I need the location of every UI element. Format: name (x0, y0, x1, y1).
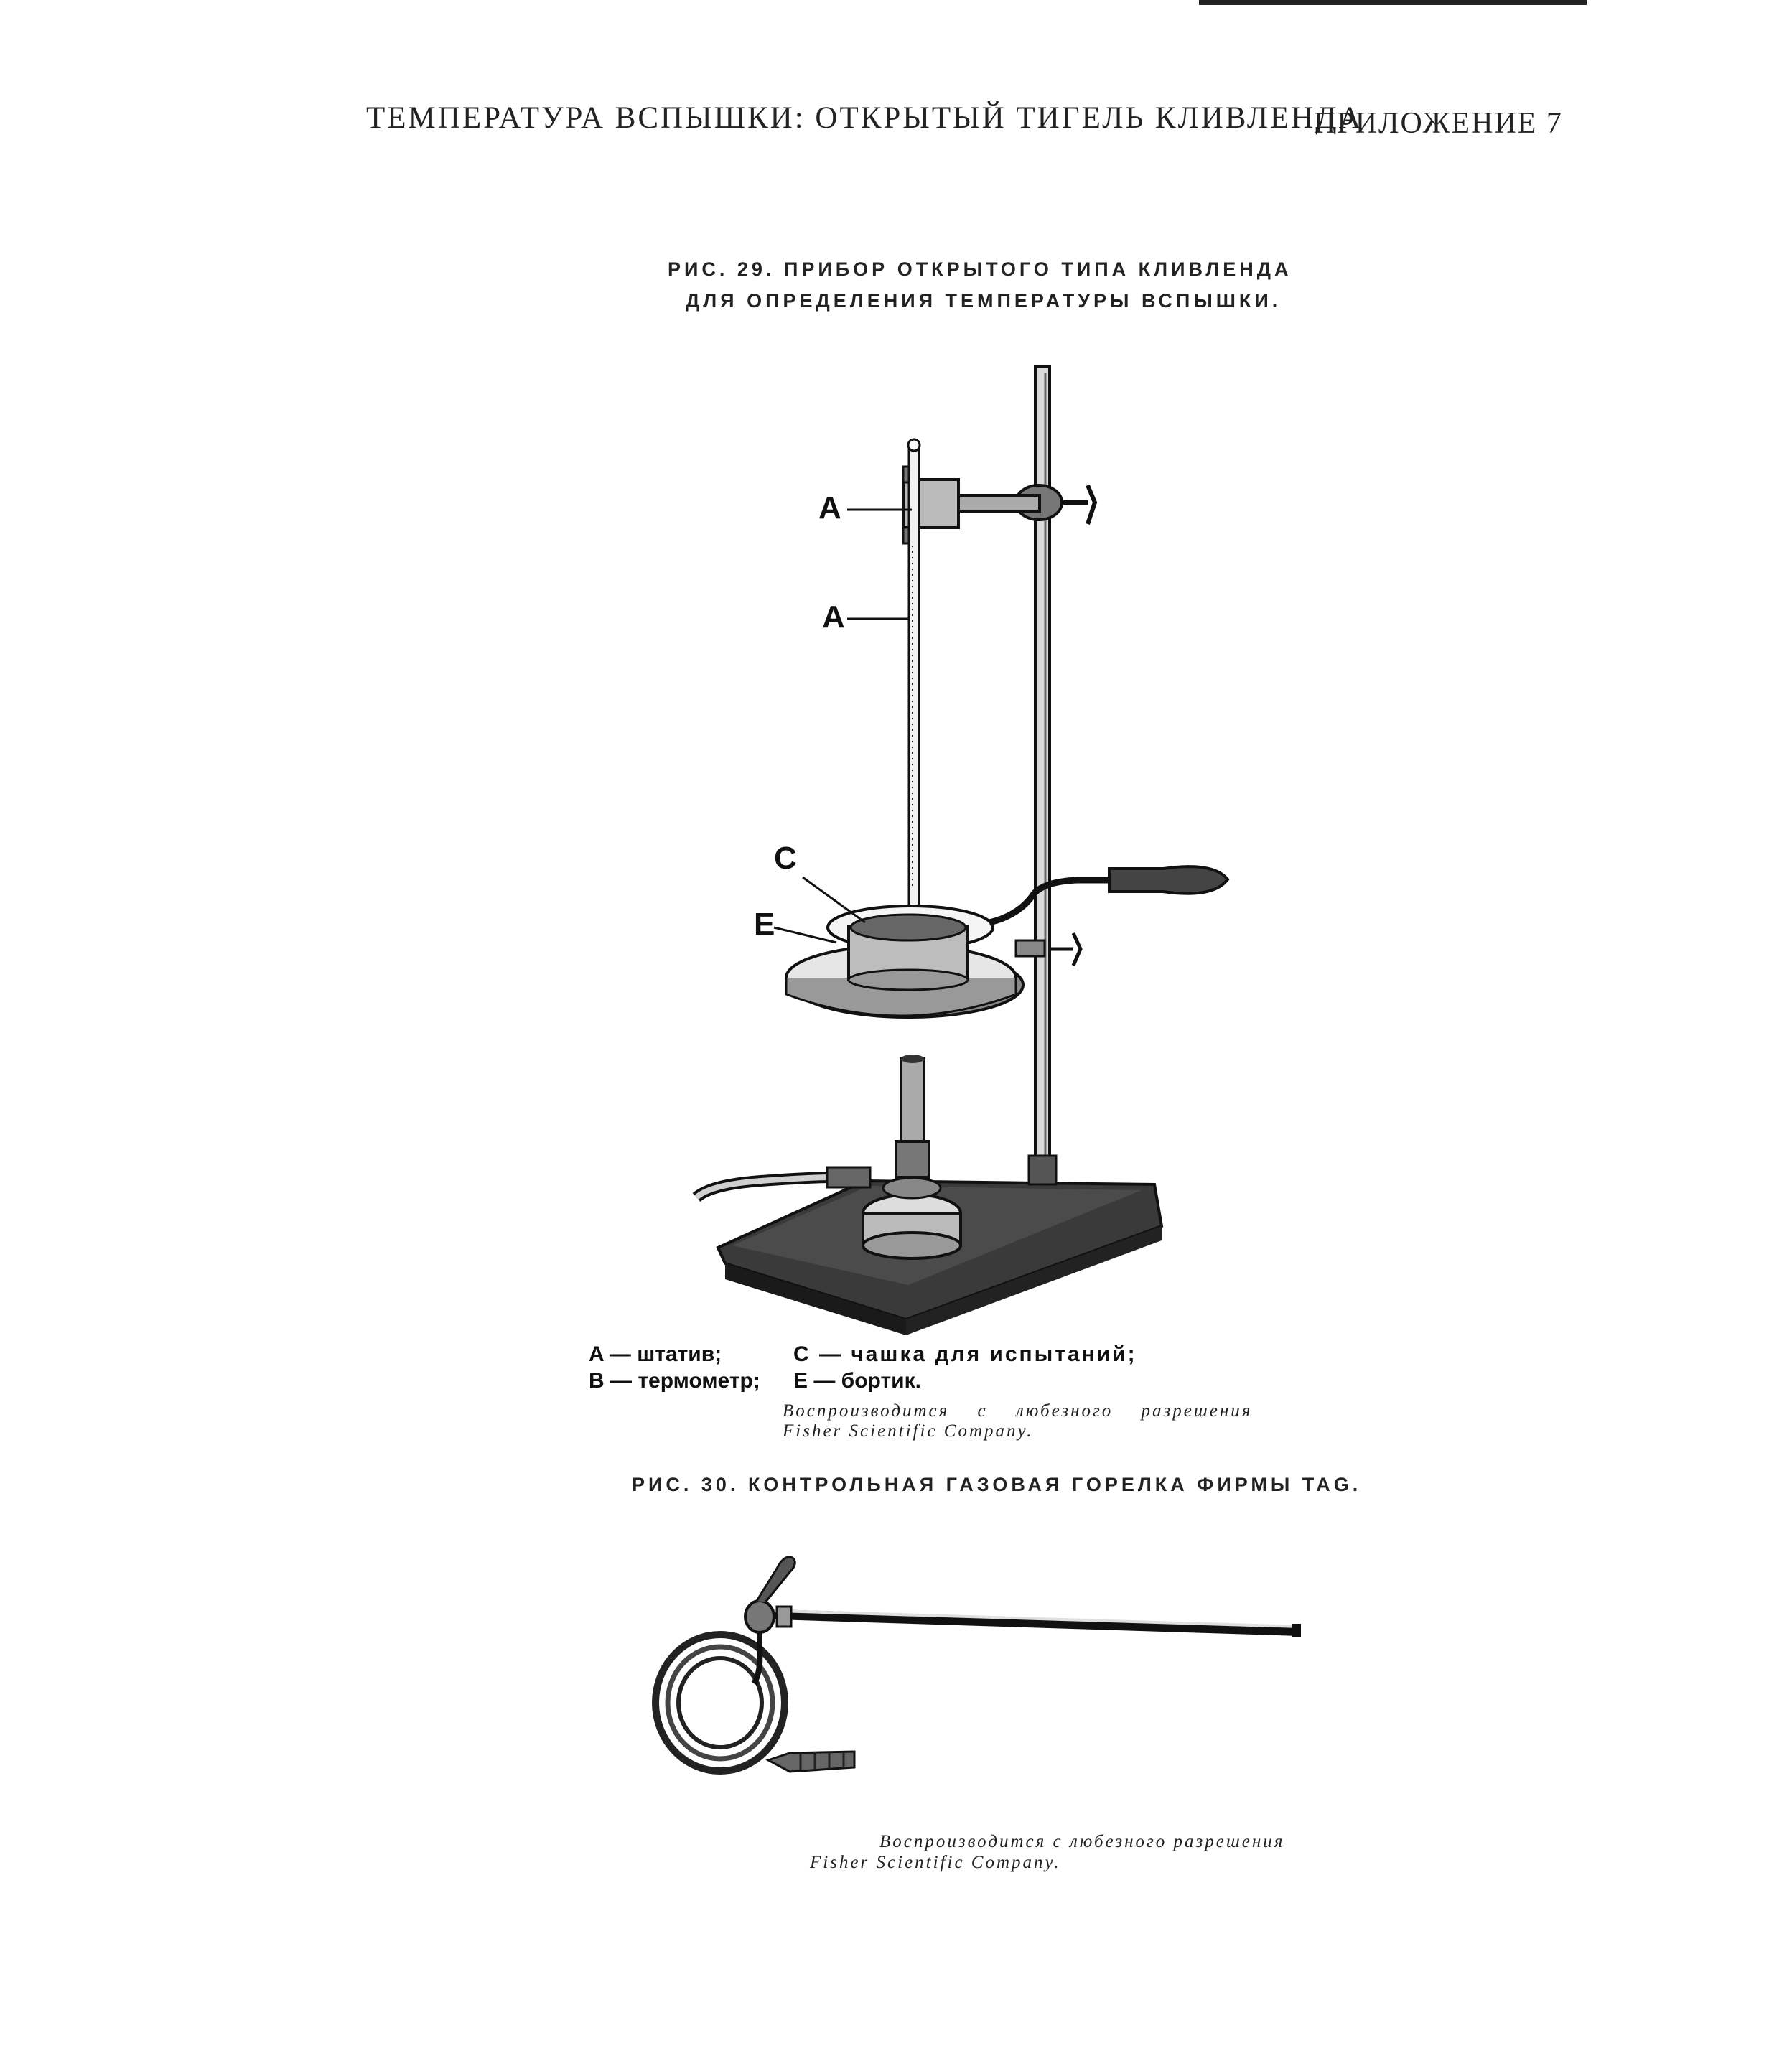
legend-a: A — штатив; (589, 1342, 722, 1366)
figure-29-caption-line1: РИС. 29. ПРИБОР ОТКРЫТОГО ТИПА КЛИВЛЕНДА (668, 258, 1292, 280)
callout-c: C (774, 841, 797, 876)
running-title: ТЕМПЕРАТУРА ВСПЫШКИ: ОТКРЫТЫЙ ТИГЕЛЬ КЛИВЛЕНДА (366, 101, 1363, 135)
figure-30-credit-line2: Fisher Scientific Company. (810, 1853, 1061, 1872)
legend-e: E — бортик. (793, 1369, 921, 1393)
figure-29-cleveland-apparatus (696, 366, 1228, 1335)
callout-a-clamp: A (818, 490, 841, 525)
callout-e: E (754, 907, 775, 942)
valve (745, 1601, 774, 1632)
legend-b: B — термометр; (589, 1369, 760, 1393)
thermometer (909, 449, 919, 908)
appendix-label: ПРИЛОЖЕНИЕ 7 (1314, 107, 1563, 140)
figure-29-caption-line2: ДЛЯ ОПРЕДЕЛЕНИЯ ТЕМПЕРАТУРЫ ВСПЫШКИ. (686, 290, 1282, 312)
figure-29-credit-line2: Fisher Scientific Company. (783, 1421, 1034, 1441)
figure-30-credit-line1: Воспроизводится с любезного разрешения (879, 1832, 1285, 1851)
figure-29-credit-line1: Воспроизводится с любезного разрешения (783, 1401, 1253, 1421)
figure-30-caption: РИС. 30. КОНТРОЛЬНАЯ ГАЗОВАЯ ГОРЕЛКА ФИРМЫ TAG. (632, 1474, 1362, 1495)
legend-c: C — чашка для испытаний; (793, 1342, 1137, 1366)
burner-pipe (754, 1614, 1299, 1631)
callout-a-thermometer: A (822, 599, 845, 635)
figure-30-tag-gas-burner (655, 1557, 1301, 1772)
